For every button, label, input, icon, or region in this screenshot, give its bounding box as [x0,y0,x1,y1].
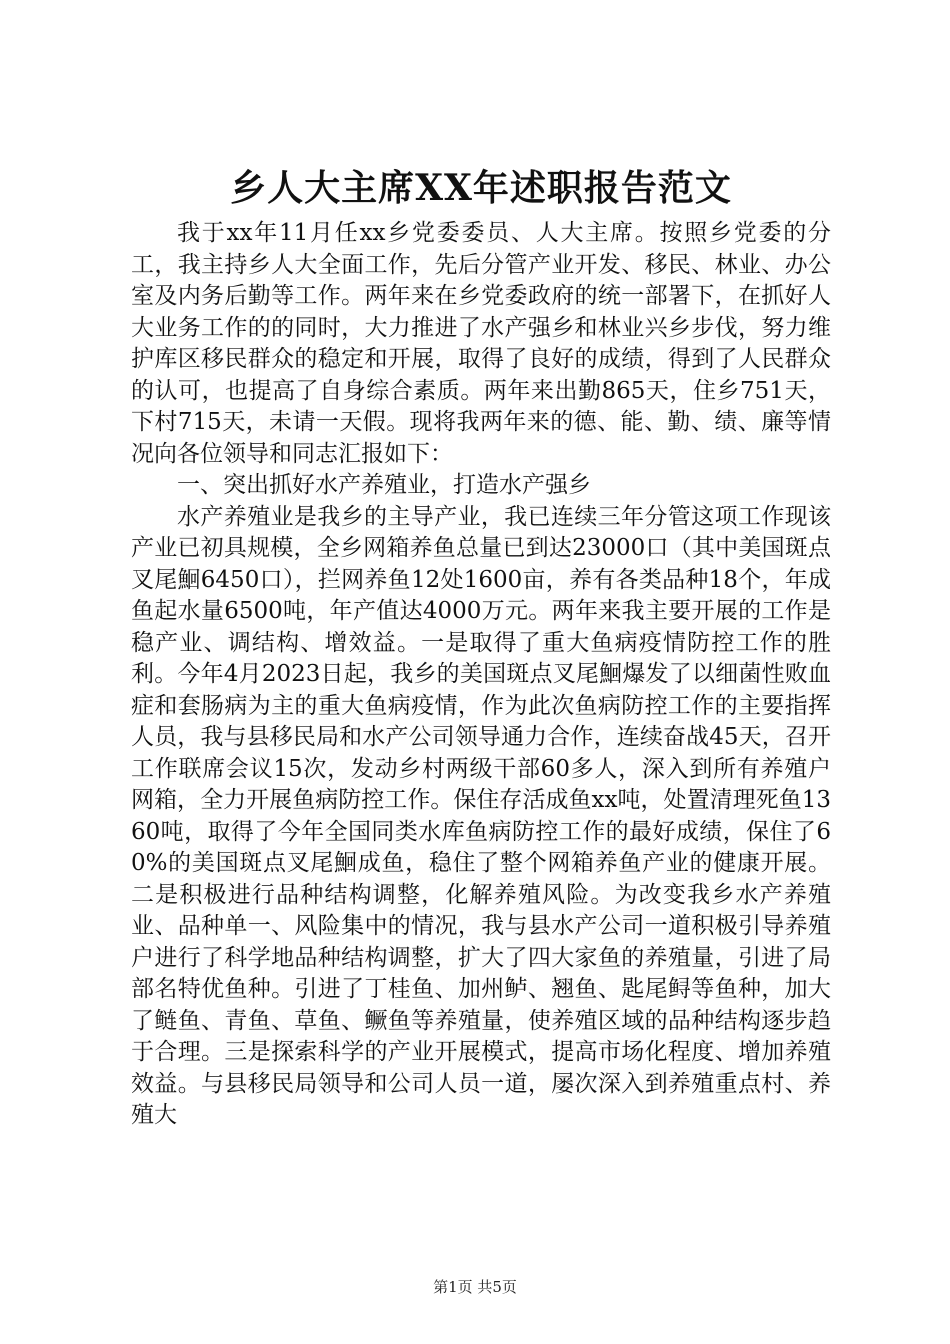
document-title: 乡人大主席XX年述职报告范文 [230,167,732,209]
document-page [131,158,831,1132]
body-paragraph-intro: 我于xx年11月任xx乡党委委员、人大主席。按照乡党委的分工，我主持乡人大全面工作，先后分管产业开发、移民、林业、办公室及内务后勤等工作。两年来在乡党委政府的统一部署下，在抓好人大业务工作的的同时，大力推进了水产强乡和林业兴乡步伐，努力维护库区移民群众的稳定和开展，取得了良好的成绩，得到了人民群众的认可，也提高了自身综合素质。两年来出勤865天，住乡751天，下村715天，未请一天假。现将我两年来的德、能、勤、绩、廉等情况向各位领导和同志汇报如下： [131,220,831,467]
section-heading-aquaculture: 一、突出抓好水产养殖业，打造水产强乡 [177,472,591,498]
page-number-footer: 第1页 共5页 [433,1278,517,1296]
body-paragraph-aquaculture: 水产养殖业是我乡的主导产业，我已连续三年分管这项工作现该产业已初具规模，全乡网箱养鱼总量已到达23000口（其中美国斑点叉尾鮰6450口），拦网养鱼12处1600亩，养有各类品种18个，年成鱼起水量6500吨，年产值达4000万元。两年来我主要开展的工作是稳产业、调结构、增效益。一是取得了重大鱼病疫情防控工作的胜利。今年4月2023日起，我乡的美国斑点叉尾鮰爆发了以细菌性败血症和套肠病为主的重大鱼病疫情，作为此次鱼病防控工作的主要指挥人员，我与县移民局和水产公司领导通力合作，连续奋战45天，召开工作联席会议15次，发动乡村两级干部60多人，深入到所有养殖户网箱，全力开展鱼病防控工作。保住存活成鱼xx吨，处置清理死鱼1360吨，取得了今年全国同类水库鱼病防控工作的最好成绩，保住了60%的美国斑点叉尾鮰成鱼，稳住了整个网箱养鱼产业的健康开展。二是积极进行品种结构调整，化解养殖风险。为改变我乡水产养殖业、品种单一、风险集中的情况，我与县水产公司一道积极引导养殖户进行了科学地品种结构调整，扩大了四大家鱼的养殖量，引进了局部名特优鱼种。引进了丁桂鱼、加州鲈、翘鱼、匙尾鲟等鱼种，加大了鲢鱼、青鱼、草鱼、鳜鱼等养殖量，使养殖区域的品种结构逐步趋于合理。三是探索科学的产业开展模式，提高市场化程度、增加养殖效益。与县移民局领导和公司人员一道，屡次深入到养殖重点村、养殖大 [131,503,831,1128]
